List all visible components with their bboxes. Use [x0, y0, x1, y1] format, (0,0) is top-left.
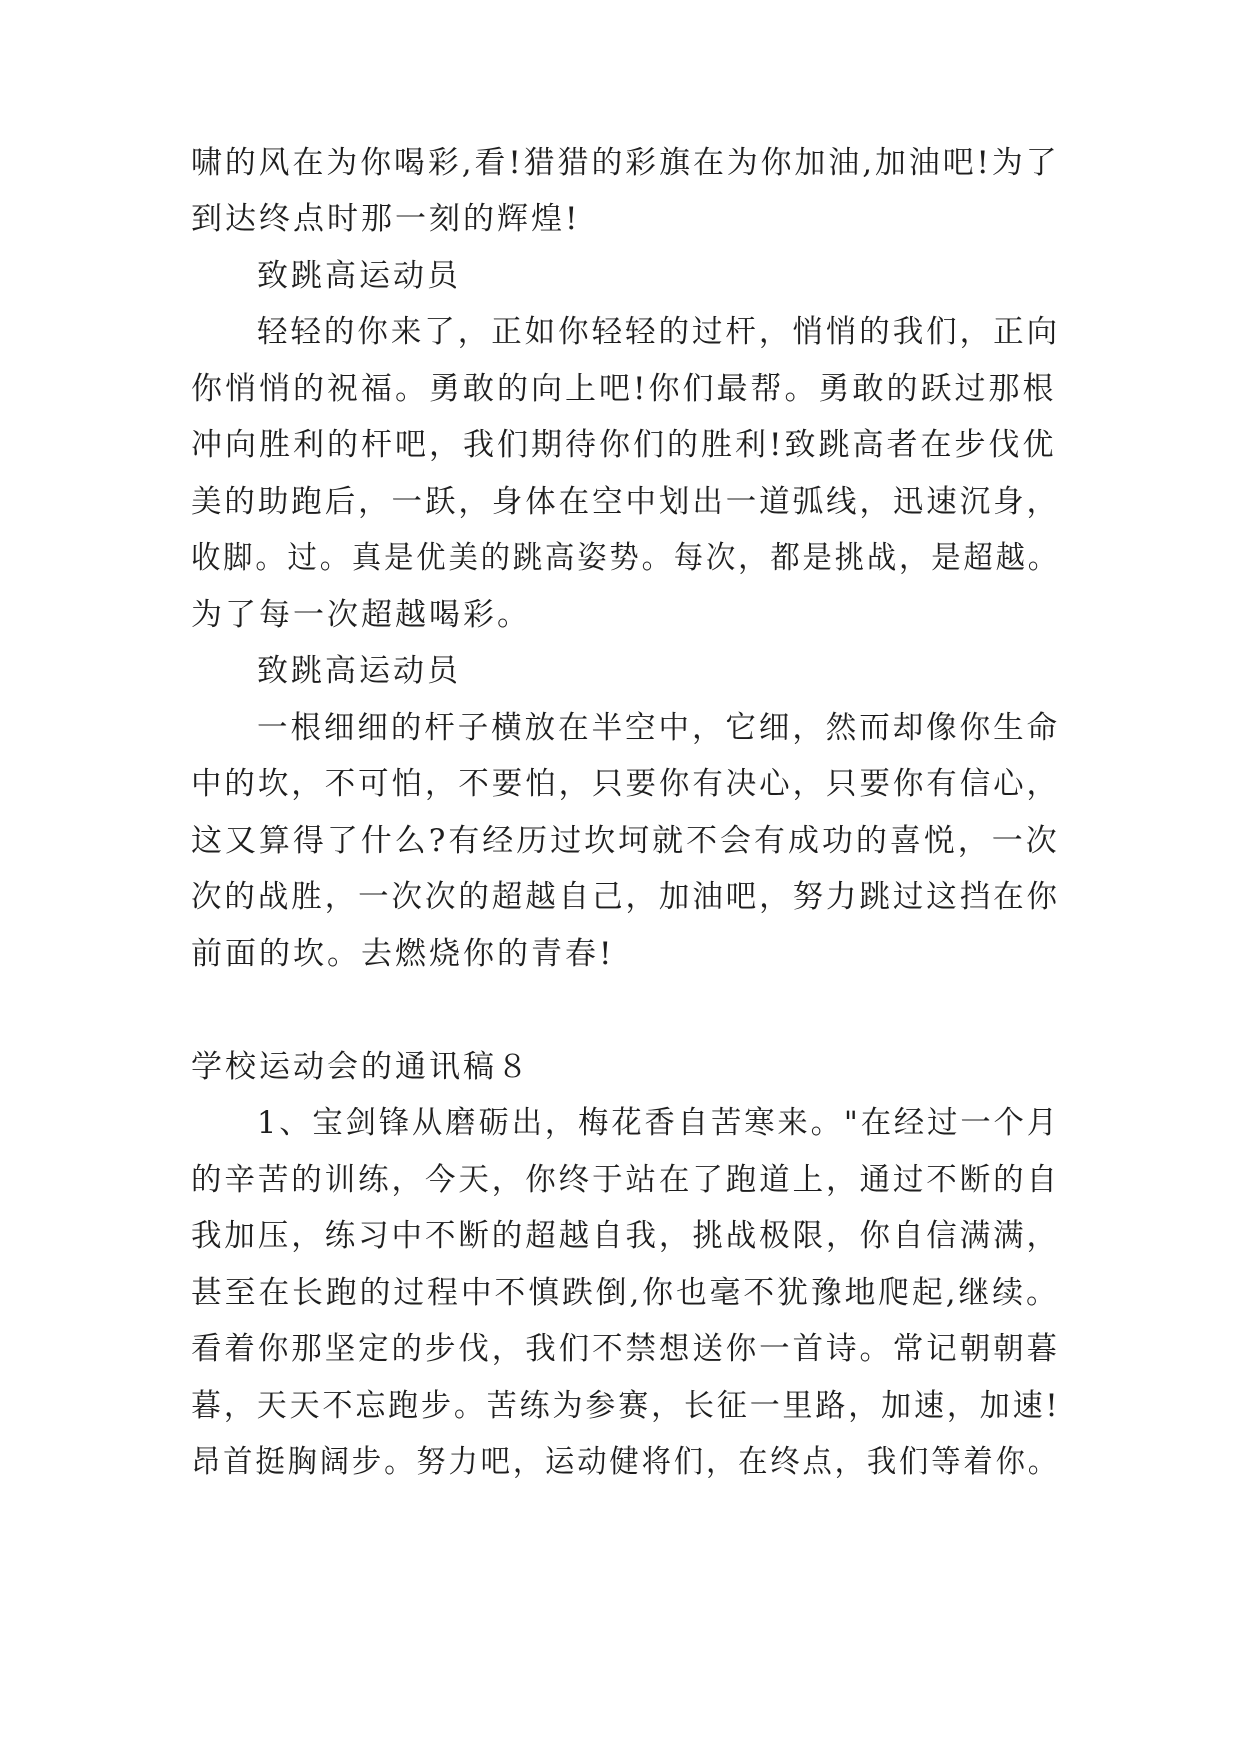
text-line: 这又算得了什么?有经历过坎坷就不会有成功的喜悦，一次: [191, 823, 1060, 859]
text-line: 前面的坎。去燃烧你的青春!: [191, 936, 615, 972]
section-heading: 致跳高运动员: [257, 653, 461, 689]
text-line: 轻轻的你来了，正如你轻轻的过杆，悄悄的我们，正向: [257, 314, 1061, 350]
article-title: 学校运动会的通讯稿８: [191, 1049, 531, 1085]
text-line: 到达终点时那一刻的辉煌!: [191, 201, 581, 237]
text-line: 收脚。过。真是优美的跳高姿势。每次，都是挑战，是超越。: [191, 540, 1060, 576]
text-line: 的辛苦的训练，今天，你终于站在了跑道上，通过不断的自: [191, 1162, 1060, 1198]
section-heading: 致跳高运动员: [257, 258, 461, 294]
text-line: 次的战胜，一次次的超越自己，加油吧，努力跳过这挡在你: [191, 879, 1060, 915]
text-line: 我加压，练习中不断的超越自我，挑战极限，你自信满满，: [191, 1218, 1060, 1254]
text-line: 暮，天天不忘跑步。苦练为参赛，长征一里路，加速，加速!: [191, 1388, 1061, 1424]
text-line: 昂首挺胸阔步。努力吧，运动健将们，在终点，我们等着你。: [191, 1444, 1060, 1480]
text-line: 啸的风在为你喝彩,看!猎猎的彩旗在为你加油,加油吧!为了: [191, 145, 1060, 181]
text-line: 你悄悄的祝福。勇敢的向上吧!你们最帮。勇敢的跃过那根: [191, 371, 1057, 407]
text-line: 中的坎，不可怕，不要怕，只要你有决心，只要你有信心，: [191, 766, 1060, 802]
text-line: 看着你那坚定的步伐，我们不禁想送你一首诗。常记朝朝暮: [191, 1331, 1060, 1367]
text-line: 1、宝剑锋从磨砺出，梅花香自苦寒来。"在经过一个月: [257, 1105, 1060, 1141]
text-line: 冲向胜利的杆吧，我们期待你们的胜利!致跳高者在步伐优: [191, 427, 1057, 463]
text-line: 为了每一次超越喝彩。: [191, 597, 531, 633]
text-line: 甚至在长跑的过程中不慎跌倒,你也毫不犹豫地爬起,继续。: [191, 1275, 1060, 1311]
text-line: 一根细细的杆子横放在半空中，它细，然而却像你生命: [257, 710, 1061, 746]
text-line: 美的助跑后，一跃，身体在空中划出一道弧线，迅速沉身，: [191, 484, 1060, 520]
